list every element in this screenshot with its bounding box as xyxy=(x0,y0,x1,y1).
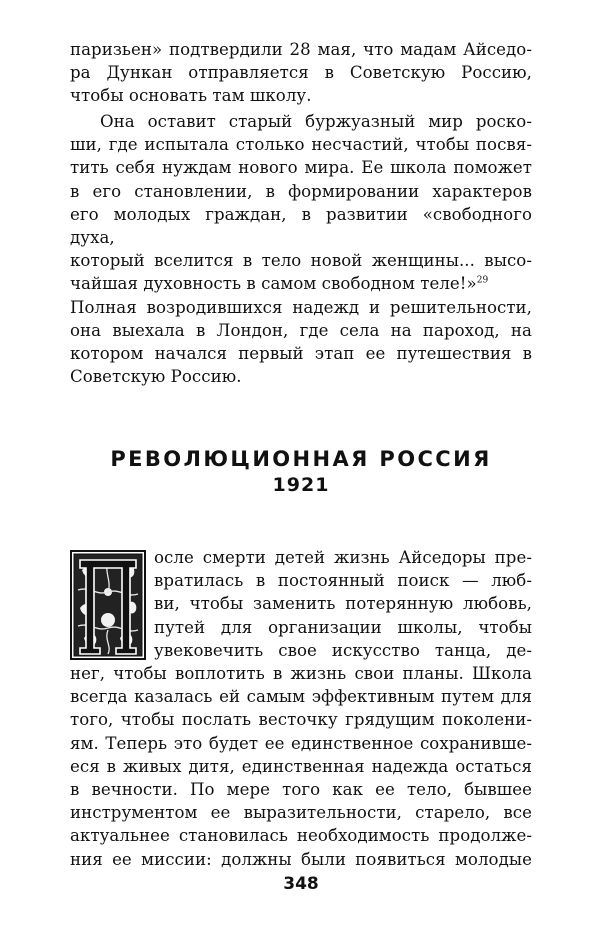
paragraph-school-plan xyxy=(70,110,532,388)
text-line: актуальнее становилась необходимость продолже- xyxy=(70,826,532,846)
text-line xyxy=(70,110,532,133)
text-line: вратилась в постоянный поиск — люб- xyxy=(154,571,532,591)
text-line-content: Она оставит старый буржуазный мир роско- xyxy=(100,112,532,131)
text-line-with-footnote xyxy=(70,272,532,295)
book-page xyxy=(70,38,532,898)
text-line: ви, чтобы заменить потерянную любовь, xyxy=(154,594,532,614)
text-line: осле смерти детей жизнь Айседоры пре- xyxy=(154,548,532,567)
text-line: его молодых граждан, в развитии «свободного духа, xyxy=(70,204,532,248)
chapter-year: 1921 xyxy=(272,474,330,496)
text-line: паризьен» подтвердили 28 мая, что мадам Айседо- xyxy=(70,40,532,59)
text-line: в его становлении, в формировании характеров xyxy=(70,181,532,201)
text-line: она выехала в Лондон, где села на пароход, на xyxy=(70,320,532,340)
chapter-title: РЕВОЛЮЦИОННАЯ РОССИЯ xyxy=(110,447,492,471)
text-line: Советскую Россию. xyxy=(70,367,242,387)
text-line: в вечности. По мере того как ее тело, бывшее xyxy=(70,780,532,800)
text-line: чтобы основать там школу. xyxy=(70,86,312,106)
text-line: тить себя нуждам нового мира. Ее школа поможет xyxy=(70,158,532,178)
text-line: который вселится в тело новой женщины... высо- xyxy=(70,251,532,271)
chapter-opening xyxy=(70,546,532,871)
text-line: ям. Теперь это будет ее единственное сохранивше- xyxy=(70,733,532,753)
text-line: еся в живых дитя, единственная надежда остаться xyxy=(70,756,532,776)
paragraph-continuation xyxy=(70,38,532,108)
text-line: того, чтобы послать весточку грядущим поколени- xyxy=(70,710,532,730)
text-line: путей для организации школы, чтобы xyxy=(154,617,532,637)
text-line: ния ее миссии: должны были появиться молодые xyxy=(70,849,532,869)
chapter-heading xyxy=(70,446,532,498)
text-line: инструментом ее выразительности, старело, все xyxy=(70,803,532,823)
text-line-content: чайшая духовность в самом свободном теле!» xyxy=(70,274,477,294)
text-line: всегда казалась ей самым эффективным путем для xyxy=(70,687,532,707)
text-line: ра Дункан отправляется в Советскую Россию, xyxy=(70,63,532,83)
text-line: Полная возродившихся надежд и решительности, xyxy=(70,297,532,317)
text-line: увековечить свое искусство танца, де- xyxy=(154,640,532,660)
footnote-reference[interactable]: 29 xyxy=(476,275,489,286)
page-number: 348 xyxy=(283,874,319,894)
text-line: нег, чтобы воплотить в жизнь свои планы. Школа xyxy=(70,664,532,684)
text-line: котором начался первый этап ее путешествия в xyxy=(70,344,532,364)
text-line: ши, где испытала столько несчастий, чтобы посвя- xyxy=(70,135,532,155)
ornamental-dropcap-icon xyxy=(70,550,146,660)
